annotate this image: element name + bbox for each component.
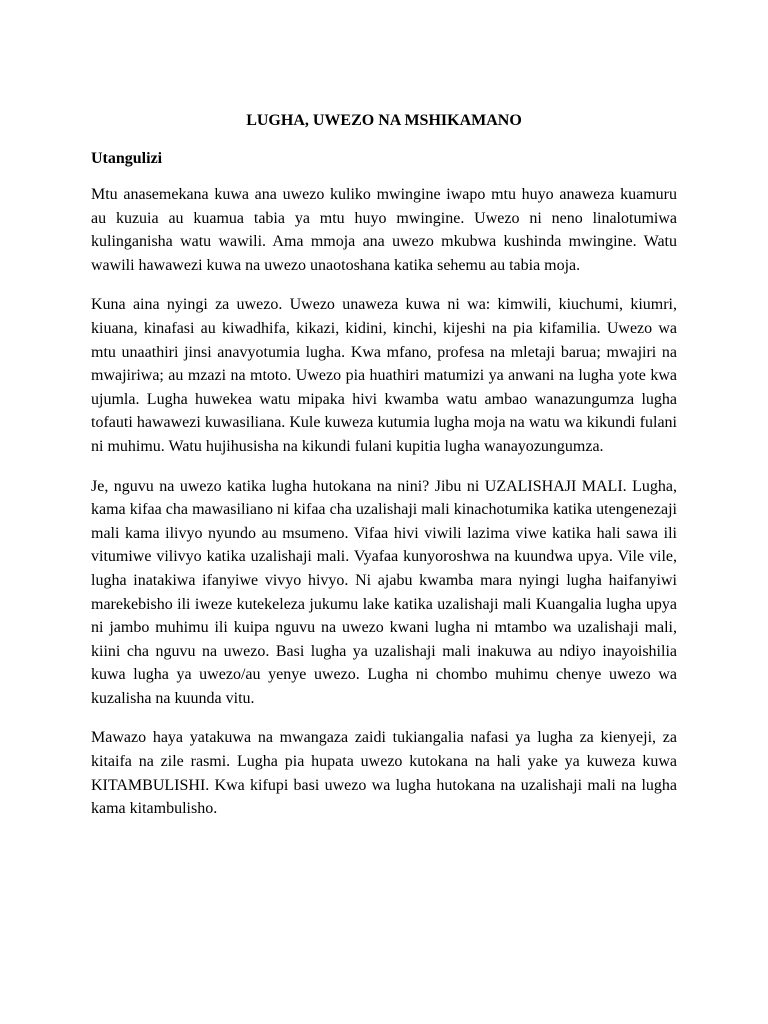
section-heading: Utangulizi	[91, 150, 163, 167]
document-title: LUGHA, UWEZO NA MSHIKAMANO	[246, 112, 522, 129]
paragraph-3: Je, nguvu na uwezo katika lugha hutokana na nini? Jibu ni UZALISHAJI MALI. Lugha, kama kifaa cha mawasiliano ni kifaa cha uzalishaji mali kinachotumika katika utengenezaji mali kama ilivyo nyundo au msumeno. Vifaa hivi viwili lazima viwe katika hali sawa ili vitumiwe vilivyo katika uzalishaji mali. Vyafaa kunyoroshwa na kuundwa upya. Vile vile, lugha inatakiwa ifanyiwe vivyo hivyo. Ni ajabu kwamba mara nyingi lugha haifanyiwi marekebisho ili iweze kutekeleza jukumu lake katika uzalishaji mali Kuangalia lugha upya ni jambo muhimu ili kuipa nguvu na uwezo kwani lugha ni mtambo wa uzalishaji mali, kiini cha nguvu na uwezo. Basi lugha ya uzalishaji mali inakuwa au ndiyo inayoishilia kuwa lugha ya uwezo/au yenye uwezo. Lugha ni chombo muhimu chenye uwezo wa kuzalisha na kuunda vitu.	[91, 477, 677, 707]
paragraph-1: Mtu anasemekana kuwa ana uwezo kuliko mwingine iwapo mtu huyo anaweza kuamuru au kuzuia au kuamua tabia ya mtu huyo mwingine. Uwezo ni neno linalotumiwa kulinganisha watu wawili. Ama mmoja ana uwezo mkubwa kushinda mwingine. Watu wawili hawawezi kuwa na uwezo unaotoshana katika sehemu au tabia moja.	[91, 186, 677, 274]
paragraph-2: Kuna aina nyingi za uwezo. Uwezo unaweza kuwa ni wa: kimwili, kiuchumi, kiumri, kiuana, kinafasi au kiwadhifa, kikazi, kidini, kinchi, kijeshi na pia kifamilia. Uwezo wa mtu unaathiri jinsi anavyotumia lugha. Kwa mfano, profesa na mletaji barua; mwajiri na mwajiriwa; au mzazi na mtoto. Uwezo pia huathiri matumizi ya anwani na lugha yote kwa ujumla. Lugha huwekea watu mipaka hivi kwamba watu ambao wanazungumza lugha tofauti hawawezi kuwasiliana. Kule kuweza kutumia lugha moja na watu wa kikundi fulani ni muhimu. Watu hujihusisha na kikundi fulani kupitia lugha wanayozungumza.	[91, 296, 677, 455]
paragraph-4: Mawazo haya yatakuwa na mwangaza zaidi tukiangalia nafasi ya lugha za kienyeji, za kitaifa na zile rasmi. Lugha pia hupata uwezo kutokana na hali yake ya kuweza kuwa KITAMBULISHI. Kwa kifupi basi uwezo wa lugha hutokana na uzalishaji mali na lugha kama kitambulisho.	[91, 729, 677, 818]
